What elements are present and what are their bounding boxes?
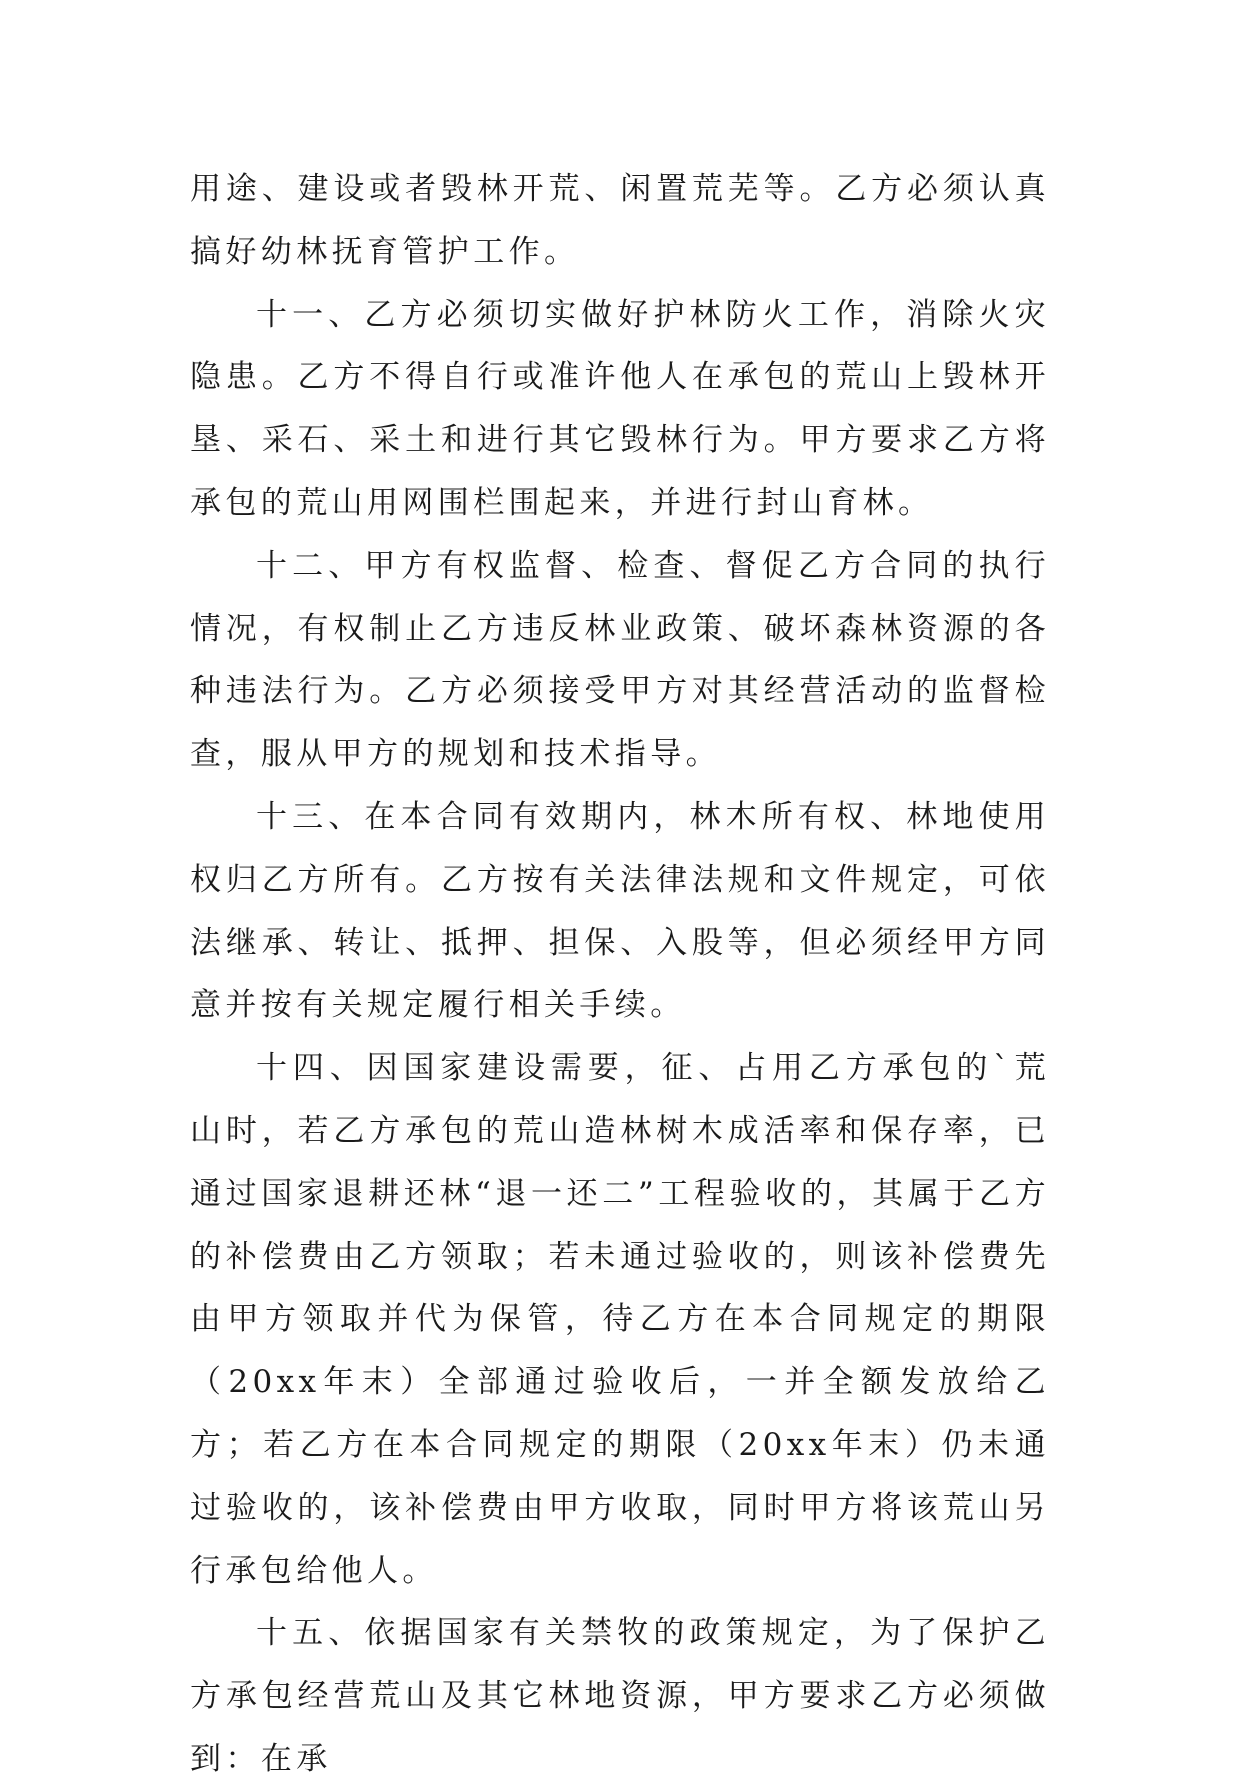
paragraph-clause-14: 十四、因国家建设需要，征、占用乙方承包的`荒山时，若乙方承包的荒山造林树木成活率和保存率，已通过国家退耕还林“退一还二”工程验收的，其属于乙方的补偿费由乙方领取；若未通过验收的，则该补偿费先由甲方领取并代为保管，待乙方在本合同规定的期限（20xx年末）全部通过验收后，一并全额发放给乙方；若乙方在本合同规定的期限（20xx年末）仍未通过验收的，该补偿费由甲方收取，同时甲方将该荒山另行承包给他人。 (190, 1050, 1050, 1589)
paragraph-continuation: 用途、建设或者毁林开荒、闲置荒芜等。乙方必须认真搞好幼林抚育管护工作。 (190, 171, 1050, 270)
paragraph-clause-12: 十二、甲方有权监督、检查、督促乙方合同的执行情况，有权制止乙方违反林业政策、破坏森林资源的各种违法行为。乙方必须接受甲方对其经营活动的监督检查，服从甲方的规划和技术指导。 (190, 547, 1050, 773)
paragraph-clause-15: 十五、依据国家有关禁牧的政策规定，为了保护乙方承包经营荒山及其它林地资源，甲方要求乙方必须做到：在承 (190, 1615, 1050, 1777)
document-body (190, 158, 1050, 1791)
paragraph-clause-11: 十一、乙方必须切实做好护林防火工作，消除火灾隐患。乙方不得自行或准许他人在承包的荒山上毁林开垦、采石、采土和进行其它毁林行为。甲方要求乙方将承包的荒山用网围栏围起来，并进行封山育林。 (190, 296, 1050, 521)
paragraph-clause-13: 十三、在本合同有效期内，林木所有权、林地使用权归乙方所有。乙方按有关法律法规和文件规定，可依法继承、转让、抵押、担保、入股等，但必须经甲方同意并按有关规定履行相关手续。 (190, 798, 1050, 1024)
